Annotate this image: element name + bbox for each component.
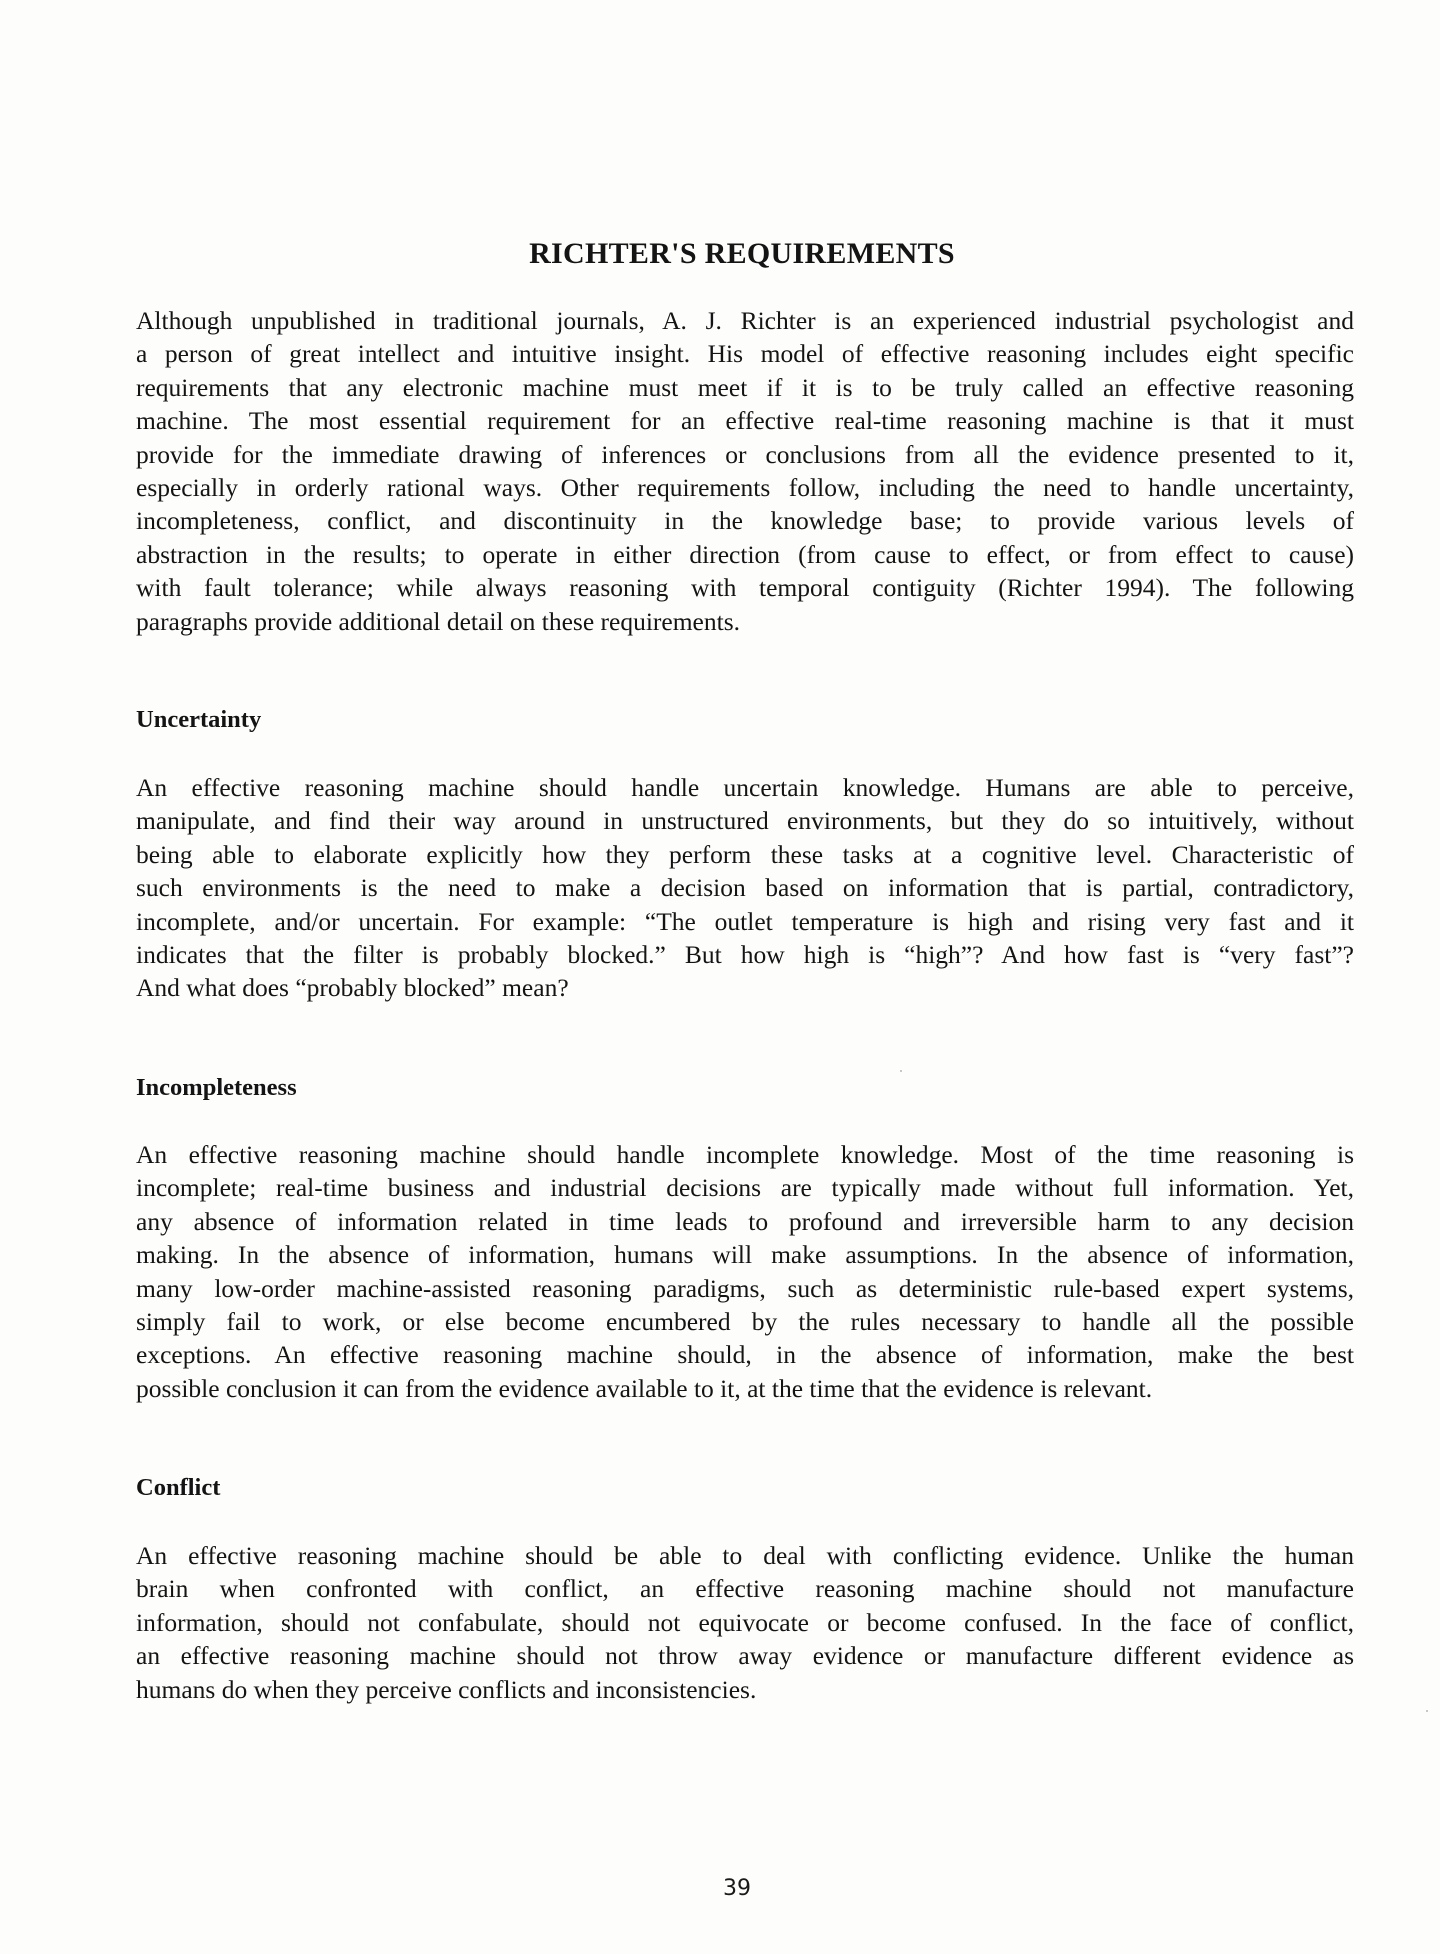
paragraph-line: incomplete; real-time business and industrial decisions are typically made without full information. Yet, [136, 1173, 1354, 1203]
paragraph-line: manipulate, and find their way around in unstructured environments, but they do so intuitively, without [136, 806, 1354, 836]
paragraph-line: And what does “probably blocked” mean? [136, 973, 569, 1003]
scan-speck [1426, 1710, 1428, 1712]
paragraph-line: An effective reasoning machine should be able to deal with conflicting evidence. Unlike the human [136, 1541, 1354, 1570]
section-heading-incompleteness: Incompleteness [136, 1074, 297, 1101]
paragraph-line: humans do when they perceive conflicts and inconsistencies. [136, 1674, 757, 1704]
paragraph-line: a person of great intellect and intuitive insight. His model of effective reasoning includes eight specific [136, 339, 1354, 369]
paragraph-line: Although unpublished in traditional journals, A. J. Richter is an experienced industrial psychologist and [136, 306, 1354, 335]
paragraph-line: being able to elaborate explicitly how they perform these tasks at a cognitive level. Characteristic of [136, 839, 1354, 869]
paragraph-line: especially in orderly rational ways. Other requirements follow, including the need to handle uncertainty, [136, 472, 1354, 502]
section-heading-conflict: Conflict [136, 1474, 221, 1501]
paragraph-line: An effective reasoning machine should handle uncertain knowledge. Humans are able to perceive, [136, 773, 1354, 802]
scan-speck [900, 1070, 902, 1072]
paragraph-line: any absence of information related in time leads to profound and irreversible harm to any decision [136, 1206, 1354, 1236]
paragraph-line: paragraphs provide additional detail on these requirements. [136, 606, 741, 636]
intro-paragraph [136, 304, 1354, 638]
paragraph-line: simply fail to work, or else become encumbered by the rules necessary to handle all the possible [136, 1306, 1354, 1336]
section-heading-uncertainty: Uncertainty [136, 706, 262, 733]
uncertainty-paragraph [136, 771, 1354, 1005]
incompleteness-paragraph [136, 1138, 1354, 1405]
paragraph-line: requirements that any electronic machine must meet if it is to be truly called an effective reasoning [136, 372, 1354, 402]
paragraph-line: brain when confronted with conflict, an effective reasoning machine should not manufacture [136, 1574, 1354, 1604]
paragraph-line: making. In the absence of information, humans will make assumptions. In the absence of information, [136, 1240, 1354, 1270]
paragraph-line: incompleteness, conflict, and discontinuity in the knowledge base; to provide various levels of [136, 506, 1354, 536]
paragraph-line: such environments is the need to make a decision based on information that is partial, contradictory, [136, 873, 1354, 903]
paragraph-line: abstraction in the results; to operate in either direction (from cause to effect, or from effect to cause) [136, 539, 1354, 569]
paragraph-line: possible conclusion it can from the evidence available to it, at the time that the evidence is relevant. [136, 1373, 1153, 1403]
page-title: RICHTER'S REQUIREMENTS [529, 237, 955, 270]
paragraph-line: an effective reasoning machine should not throw away evidence or manufacture different evidence as [136, 1641, 1354, 1671]
paragraph-line: with fault tolerance; while always reasoning with temporal contiguity (Richter 1994). The following [136, 573, 1354, 603]
conflict-paragraph [136, 1539, 1354, 1706]
page-number: 39 [723, 1876, 751, 1901]
paragraph-line: many low-order machine-assisted reasoning paradigms, such as deterministic rule-based expert systems, [136, 1273, 1354, 1303]
paragraph-line: provide for the immediate drawing of inferences or conclusions from all the evidence presented to it, [136, 439, 1354, 469]
paragraph-line: exceptions. An effective reasoning machine should, in the absence of information, make the best [136, 1340, 1354, 1370]
paragraph-line: indicates that the filter is probably blocked.” But how high is “high”? And how fast is “very fast”? [136, 939, 1354, 969]
paragraph-line: An effective reasoning machine should handle incomplete knowledge. Most of the time reasoning is [136, 1140, 1354, 1169]
paragraph-line: information, should not confabulate, should not equivocate or become confused. In the face of conflict, [136, 1607, 1354, 1637]
paragraph-line: incomplete, and/or uncertain. For example: “The outlet temperature is high and rising very fast and it [136, 906, 1354, 936]
paragraph-line: machine. The most essential requirement for an effective real-time reasoning machine is that it must [136, 406, 1354, 436]
